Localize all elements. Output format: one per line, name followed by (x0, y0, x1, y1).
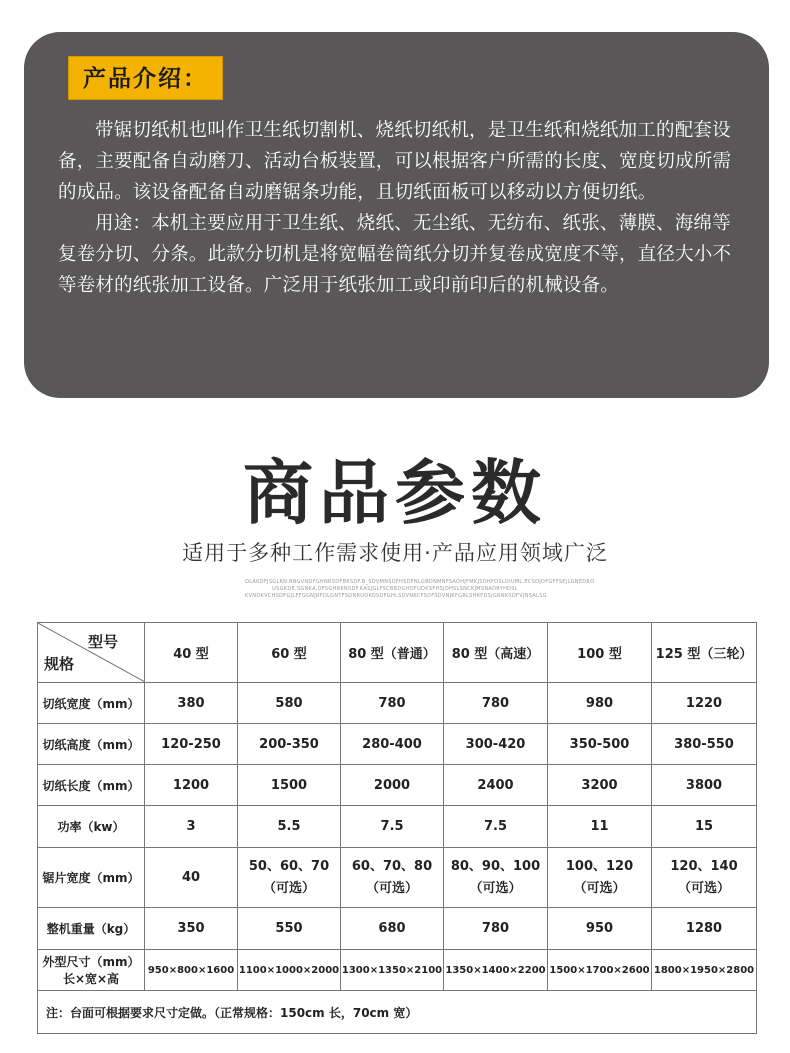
model-header: 60 型 (238, 623, 341, 683)
table-cell: 3 (145, 806, 238, 848)
blade-value: 60、70、80 (351, 858, 433, 874)
table-cell: 1280 (652, 908, 757, 950)
table-cell: 3800 (652, 765, 757, 806)
spec-table (37, 622, 757, 1034)
table-cell: 5.5 (238, 806, 341, 848)
intro-paragraph-1: 带锯切纸机也叫作卫生纸切割机、烧纸切纸机，是卫生纸和烧纸加工的配套设备，主要配备自动磨刀、活动台板装置，可以根据客户所需的长度、宽度切成所需的成品。该设备配备自动磨锯条功能，且切纸面板可以移动以方便切纸。 (58, 120, 732, 203)
table-cell: 950×800×1600 (145, 950, 238, 991)
corner-model-label: 型号 (88, 633, 119, 651)
table-cell: 15 (652, 806, 757, 848)
table-row-weight (38, 908, 757, 950)
row-label: 锯片宽度（mm） (38, 848, 145, 908)
model-header: 80 型（高速） (444, 623, 548, 683)
table-cell (444, 848, 548, 908)
corner-cell (38, 623, 145, 683)
table-cell: 2400 (444, 765, 548, 806)
table-cell: 350-500 (548, 724, 652, 765)
table-cell (652, 848, 757, 908)
row-label: 切纸高度（mm） (38, 724, 145, 765)
table-cell: 780 (444, 908, 548, 950)
table-row-dimensions (38, 950, 757, 991)
blade-value: 50、60、70 (248, 858, 330, 874)
blade-value: 120、140 (670, 858, 738, 874)
table-header-row (38, 623, 757, 683)
blade-optional: （可选） (573, 880, 626, 896)
table-note: 注：台面可根据要求尺寸定做。（正常规格：150cm 长，70cm 宽） (38, 991, 757, 1034)
blade-value: 100、120 (565, 858, 634, 874)
section-subtitle: 适用于多种工作需求使用·产品应用领域广泛 (182, 541, 608, 565)
intro-tag: 产品介绍： (68, 56, 223, 100)
table-cell: 7.5 (341, 806, 444, 848)
fine-text-line: OLAKDFJSGLKN.RBGVNDFGHNRSDFBKSDF.B_SDVMNSDFHSDFNLGBDNMNFSAOHJFMKJSDHFOSLDIUML.ECSDJDFGFFSEJLGNEDRO (245, 579, 595, 585)
table-cell: 300-420 (444, 724, 548, 765)
table-cell: 780 (341, 683, 444, 724)
model-header: 40 型 (145, 623, 238, 683)
intro-text (58, 115, 748, 301)
table-cell: 2000 (341, 765, 444, 806)
blade-optional: （可选） (677, 880, 730, 896)
model-header: 80 型（普通） (341, 623, 444, 683)
blade-value: 40 (181, 869, 201, 885)
table-cell: 380-550 (652, 724, 757, 765)
table-cell: 350 (145, 908, 238, 950)
corner-spec-label: 规格 (44, 655, 75, 673)
table-row-power (38, 806, 757, 848)
blade-value: 80、90、100 (450, 858, 541, 874)
row-label: 功率（kw） (38, 806, 145, 848)
table-cell: 550 (238, 908, 341, 950)
table-cell: 780 (444, 683, 548, 724)
table-cell: 580 (238, 683, 341, 724)
table-cell: 7.5 (444, 806, 548, 848)
table-cell: 1100×1000×2000 (238, 950, 341, 991)
table-cell: 280-400 (341, 724, 444, 765)
model-header: 125 型（三轮） (652, 623, 757, 683)
table-cell (145, 848, 238, 908)
table-cell: 1500 (238, 765, 341, 806)
table-cell: 3200 (548, 765, 652, 806)
table-cell: 1500×1700×2600 (548, 950, 652, 991)
intro-paragraph-2: 用途：本机主要应用于卫生纸、烧纸、无尘纸、无纺布、纸张、薄膜、海绵等复卷分切、分条。此款分切机是将宽幅卷筒纸分切并复卷成宽度不等，直径大小不等卷材的纸张加工设备。广泛用于纸张加工或印前印后的机械设备。 (58, 213, 732, 296)
decorative-fine-text (245, 579, 595, 600)
blade-optional: （可选） (469, 880, 522, 896)
table-note-row (38, 991, 757, 1034)
table-row-cut-width (38, 683, 757, 724)
table-cell (548, 848, 652, 908)
dims-label-line1: 外型尺寸（mm） (42, 955, 140, 969)
intro-panel (24, 32, 769, 398)
table-cell: 1800×1950×2800 (652, 950, 757, 991)
row-label: 切纸长度（mm） (38, 765, 145, 806)
row-label: 切纸宽度（mm） (38, 683, 145, 724)
row-label: 整机重量（kg） (38, 908, 145, 950)
table-cell: 1200 (145, 765, 238, 806)
blade-optional: （可选） (365, 880, 418, 896)
fine-text-line: KVNDKVCHSDFGJLFFGGNJRFDLGNTFSDNRUOKOSDFGHLSDVNKCFSDFSDVNJKFGRLSHKFDSJGRNKSDFVJNSALSG (245, 593, 547, 599)
table-cell: 11 (548, 806, 652, 848)
table-cell (341, 848, 444, 908)
table-row-blade-width (38, 848, 757, 908)
table-cell: 200-350 (238, 724, 341, 765)
table-cell (238, 848, 341, 908)
table-cell: 950 (548, 908, 652, 950)
table-cell: 1350×1400×2200 (444, 950, 548, 991)
table-cell: 380 (145, 683, 238, 724)
table-cell: 980 (548, 683, 652, 724)
row-label (38, 950, 145, 991)
section-title: 商品参数 (243, 452, 547, 534)
table-cell: 1220 (652, 683, 757, 724)
table-cell: 680 (341, 908, 444, 950)
fine-text-line: USGKDE.SGNKA,DFSGHRKNSDF.KASJGLFSCBBDGHDFUOKSFHSJDHSLSNCKJMSNADBYHDSL (272, 586, 518, 592)
model-header: 100 型 (548, 623, 652, 683)
table-cell: 1300×1350×2100 (341, 950, 444, 991)
table-row-cut-height (38, 724, 757, 765)
table-cell: 120-250 (145, 724, 238, 765)
dims-label-line2: 长×宽×高 (62, 972, 120, 986)
blade-optional: （可选） (262, 880, 315, 896)
table-row-cut-length (38, 765, 757, 806)
